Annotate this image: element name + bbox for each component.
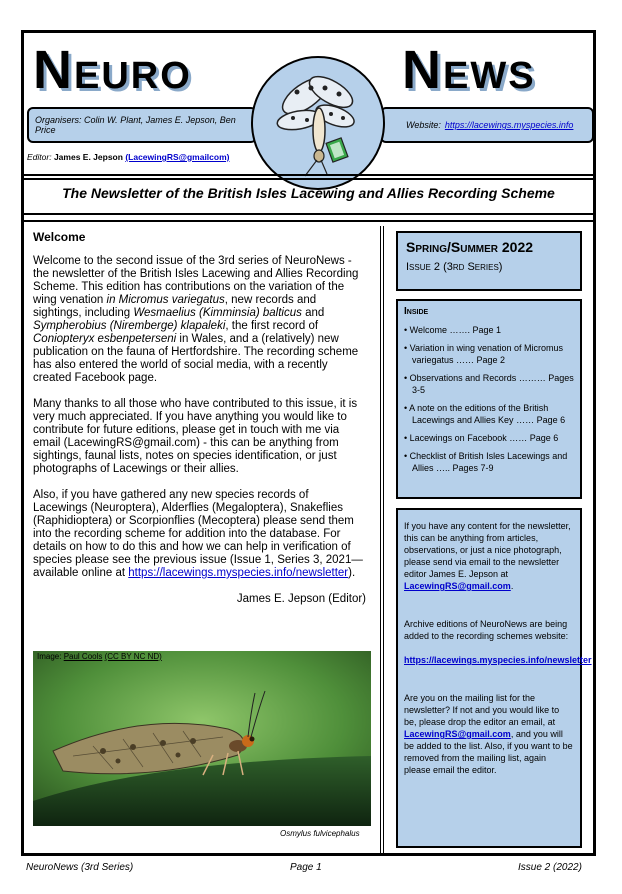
welcome-p3-text: Also, if you have gathered any new species records of Lacewings (Neuroptera), Alderflies (Megaloptera), Snakeflies (Raphidioptera) or Scorpionflies (Mecoptera) please send them into the recording scheme for addition into the database. For details on how to do this and how we can help in verification of species please see the previous issue (Issue 1, Series 3, 2021—available online at	[33, 489, 363, 579]
season-title: Spring/Summer 2022	[406, 239, 534, 255]
footer-series: NeuroNews (3rd Series)	[26, 862, 134, 873]
photo-credit	[37, 652, 162, 661]
lacewing-photo-image	[33, 651, 371, 826]
website-link[interactable]: https://lacewings.myspecies.info	[444, 120, 574, 130]
info-box	[396, 508, 592, 848]
welcome-heading: Welcome	[33, 230, 86, 244]
column-divider	[380, 226, 384, 856]
info-p3-text: Are you on the mailing list for the newsletter? If not and you would like to be, please drop the editor an email, at	[404, 693, 560, 727]
contents-item[interactable]: • A note on the editions of the British Lacewings and Allies Key …… Page 6	[404, 403, 566, 425]
newsletter-archive-link[interactable]: https://lacewings.myspecies.info/newsletter	[128, 567, 349, 579]
newsletter-subtitle: The Newsletter of the British Isles Lacewing and Allies Recording Scheme	[62, 185, 555, 201]
welcome-p1-species-1: in Micromus variegatus	[106, 294, 225, 306]
archive-link[interactable]: https://lacewings.myspecies.info/newsletter	[404, 655, 592, 665]
contents-item[interactable]: • Observations and Records ……… Pages 3-5	[404, 373, 574, 395]
info-p3-text-2: , and you will be added to the list. Also, if you want to be removed from the mailing list, again please email the editor.	[404, 729, 573, 775]
editor-signoff: James E. Jepson (Editor)	[236, 593, 366, 605]
divider-sub	[24, 213, 593, 215]
info-p1-text: If you have any content for the newsletter, this can be anything from articles, observations, or just a nice photograph, please send via email to the newsletter editor James E. Jepson at	[404, 521, 571, 579]
editor-name: James E. Jepson	[53, 152, 123, 162]
editor-line	[27, 152, 229, 162]
welcome-p1-text-3: and	[301, 307, 325, 319]
welcome-p1-text-2: , new records and sightings, including	[33, 294, 317, 319]
photo-credit-author[interactable]: Paul Cools	[63, 652, 103, 661]
welcome-paragraph-2: Many thanks to all those who have contributed to this issue, it is very much appreciated. If you have anything you would like to contribute for future editions, please get in touch with me via email (LacewingRS@gmail.com) - this can be anything from sightings, faunal lists, notes on species identification, or just photographs of Lacewings or their allies.	[33, 398, 358, 475]
welcome-p1-text: Welcome to the second issue of the 3rd series of NeuroNews - the newsletter of the British Isles Lacewing and Allies Recording Scheme. This edition has contributions on the variation of the wing venation	[33, 255, 359, 306]
contents-item[interactable]: • Lacewings on Facebook …… Page 6	[404, 433, 559, 443]
editor-email-link[interactable]: (LacewingRS@gmailcom)	[125, 152, 230, 162]
info-paragraph-2	[404, 618, 592, 666]
lacewing-icon	[253, 58, 385, 190]
welcome-p1-species-4: Coniopteryx esbenpeterseni	[33, 333, 177, 345]
inside-box	[396, 299, 582, 499]
editor-label: Editor:	[27, 152, 52, 162]
photo-credit-prefix: Image:	[37, 652, 64, 661]
welcome-article	[33, 231, 366, 619]
contact-email-link[interactable]: LacewingRS@gmail.com	[404, 581, 511, 591]
info-paragraph-3	[404, 692, 574, 776]
contents-item[interactable]: • Variation in wing venation of Micromus variegatus …… Page 2	[404, 343, 564, 365]
mailing-list-email-link[interactable]: LacewingRS@gmail.com	[404, 729, 511, 739]
divider-top-2	[24, 178, 593, 180]
photo-caption: Osmylus fulvicephalus	[280, 829, 360, 838]
website-label: Website:	[406, 120, 441, 130]
contents-list	[404, 324, 574, 474]
info-paragraph-1: If you have any content for the newsletter, this can be anything from articles, observations, or just a nice photograph, please send via email to the newsletter editor James E. Jepson at LacewingRS@gmail.com.	[404, 521, 571, 591]
season-issue: Issue 2 (3rd Series)	[406, 261, 503, 273]
welcome-paragraph-1	[33, 255, 366, 385]
welcome-p1-text-4: , the first record of	[225, 320, 319, 332]
website-bar	[380, 107, 594, 143]
welcome-p1-species-3: Sympherobius (Nirembergе) klapaleki	[33, 320, 226, 332]
photo-credit-license[interactable]: (CC BY NC ND)	[104, 652, 162, 661]
contents-item[interactable]: • Checklist of British Isles Lacewings and Allies ….. Pages 7-9	[404, 451, 568, 473]
footer-page: Page 1	[290, 862, 322, 873]
welcome-p1-text-5: in Wales, and a (relatively) new publication on the fauna of Hertfordshire. The recording scheme has also entered the world of social media, with a recently created Facebook page.	[33, 333, 359, 384]
welcome-p3-text-2: ).	[348, 567, 356, 579]
organisers-bar	[27, 107, 257, 143]
welcome-p1-species-2: Wesmaelius (Kimminsia) balticus	[133, 307, 302, 319]
masthead-title-neuro: Neuro	[33, 40, 192, 100]
welcome-paragraph-3	[33, 489, 366, 580]
inside-heading: Inside	[404, 306, 429, 317]
season-box	[396, 231, 582, 291]
info-p2-text: Archive editions of NeuroNews are being added to the recording schemes website:	[404, 619, 569, 641]
divider-sub-2	[24, 220, 593, 222]
footer-issue: Issue 2 (2022)	[518, 862, 582, 873]
organisers-text: Organisers: Colin W. Plant, James E. Jepson, Ben Price	[35, 115, 236, 135]
divider-top	[24, 174, 593, 176]
osmylus-photo	[33, 651, 371, 826]
masthead-title-news: News	[402, 40, 536, 100]
contents-item[interactable]: • Welcome ……. Page 1	[404, 325, 502, 335]
lacewing-logo	[251, 56, 385, 190]
